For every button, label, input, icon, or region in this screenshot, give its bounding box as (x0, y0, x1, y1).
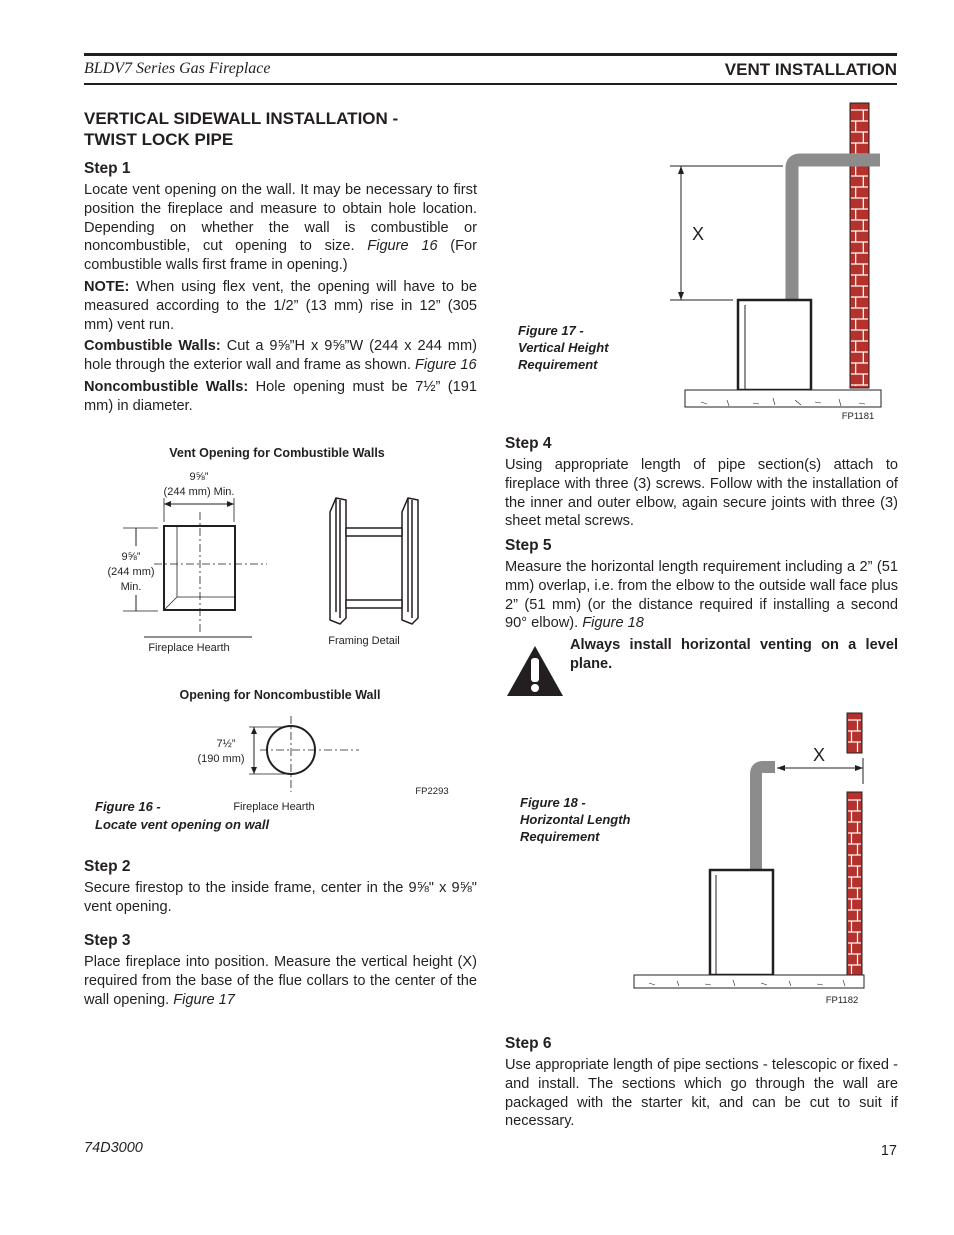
step5-paragraph (505, 558, 898, 633)
combustible-paragraph (84, 337, 477, 375)
figure18-diagram (505, 708, 897, 1013)
step3-paragraph (84, 953, 477, 1009)
fig16-code: FP2293 (415, 786, 449, 797)
step6-heading: Step 6 (505, 1035, 552, 1052)
step1-block (84, 159, 477, 416)
header-rule-top (84, 53, 897, 56)
step1-text-b: (For combustible walls first frame in opening.) (84, 238, 477, 274)
step5-fig-ref: Figure 18 (582, 615, 644, 632)
fig16-dim-round-2: (190 mm) (197, 753, 245, 765)
document-title: BLDV7 Series Gas Fireplace (84, 60, 271, 77)
fig17-x-label: X (692, 224, 705, 244)
fig18-arrow-left (777, 765, 785, 771)
fig16-hearth-label-2: Fireplace Hearth (233, 801, 315, 813)
fig16-dim-top-1: 9⅝” (189, 471, 209, 483)
fig16-framing-label: Framing Detail (328, 635, 400, 647)
doc-number: 74D3000 (84, 1140, 143, 1156)
fig16-round-arrow-up (251, 727, 257, 734)
section-heading-text: VERTICAL SIDEWALL INSTALLATION - TWIST LOCK PIPE (84, 109, 399, 149)
step1-text-a: Locate vent opening on the wall. It may be necessary to first position the fireplace and measure to obtain hole location. Depending on whether the wall is combustible or noncombustible, cut opening to size. (84, 182, 477, 255)
fig16-caption-2: Locate vent opening on wall (95, 817, 270, 832)
fig16-framing-detail (330, 498, 418, 624)
fig16-dim-side-3: Min. (120, 581, 142, 593)
noncombustible-paragraph (84, 378, 477, 416)
fig18-vent-pipe (756, 767, 775, 870)
fig16-title-noncombustible: Opening for Noncombustible Wall (179, 688, 381, 702)
fig18-caption-2: Horizontal Length (520, 812, 631, 827)
step3-heading: Step 3 (84, 932, 131, 949)
noncombustible-label: Noncombustible Walls: (84, 378, 249, 395)
fig17-code: FP1181 (841, 411, 875, 422)
fig17-fireplace (738, 300, 811, 390)
figure17-diagram (505, 100, 897, 425)
step4-text: Using appropriate length of pipe section(s) attach to fireplace with three (3) screws. Follow with the installation of the inner and outer elbow, again secure joints with three (3) sheet metal screws. (505, 457, 898, 530)
combustible-label: Combustible Walls: (84, 338, 221, 355)
fig16-arrow-right (227, 501, 234, 507)
step3-block (84, 931, 477, 1009)
fig18-caption-1: Figure 18 - (520, 795, 586, 810)
fig17-caption-1: Figure 17 - (518, 323, 584, 338)
step1-fig-ref: Figure 16 (367, 238, 438, 255)
fig16-hearth-label-1: Fireplace Hearth (148, 642, 230, 654)
step2-block (84, 857, 477, 917)
step2-heading: Step 2 (84, 858, 131, 875)
combustible-fig-ref: Figure 16 (414, 357, 477, 374)
step6-text: Use appropriate length of pipe sections - telescopic or fixed - and install. The sections which go through the wall are packaged with the starter kit, and can be cut to suit if necessary. (505, 1057, 898, 1130)
step3-fig-ref: Figure 17 (173, 991, 235, 1008)
fig18-code: FP1182 (825, 995, 859, 1006)
fig18-floor (634, 975, 864, 988)
step5-block (505, 536, 898, 633)
warning-text: Always install horizontal venting on a level plane. (570, 637, 898, 672)
step4-heading: Step 4 (505, 435, 552, 452)
fig18-fireplace (710, 870, 773, 975)
fig18-brick-wall-upper (847, 713, 862, 753)
fig18-brick-wall-lower (847, 792, 862, 975)
step6-block (505, 1034, 898, 1131)
step1-paragraph (84, 181, 477, 275)
fig16-dim-top-2: (244 mm) Min. (163, 486, 235, 498)
warning-icon (505, 644, 565, 698)
step5-heading: Step 5 (505, 537, 552, 554)
fig16-title-combustible: Vent Opening for Combustible Walls (169, 446, 385, 460)
note-text: When using flex vent, the opening will have to be measured according to the 1/2” (13 mm) rise in 12” (305 mm) vent run. (84, 278, 477, 333)
section-title: VENT INSTALLATION (724, 60, 897, 79)
fig17-arrow-down (678, 292, 684, 300)
page-number: 17 (880, 1143, 897, 1159)
fig17-arrow-up (678, 166, 684, 174)
fig16-dim-side-1: 9⅝” (121, 551, 141, 563)
step5-text: Measure the horizontal length requirement including a 2” (51 mm) overlap, i.e. from the elbow to the outside wall face plus 2” (51 mm) (or the distance required if installing a second 90° elbow). (505, 559, 898, 632)
warning-block (570, 636, 898, 674)
fig17-brick-wall (850, 103, 869, 388)
combustible-text: Cut a 9⅝”H x 9⅝”W (244 x 244 mm) hole through the exterior wall and frame as shown. (84, 338, 477, 374)
figure16-diagram (84, 440, 484, 840)
fig17-caption-3: Requirement (518, 357, 598, 372)
fig16-dim-side-2: (244 mm) (107, 566, 155, 578)
step3-text: Place fireplace into position. Measure the vertical height (X) required from the base of the flue collars to the center of the wall opening. (84, 954, 477, 1008)
fig18-x-label: X (813, 745, 826, 765)
note-paragraph (84, 278, 477, 334)
step4-block (505, 434, 898, 531)
fig18-caption-3: Requirement (520, 829, 600, 844)
fig16-dim-round-1: 7½” (216, 738, 236, 750)
fig18-arrow-right (855, 765, 863, 771)
fig16-opening (164, 526, 235, 610)
fig17-floor (685, 390, 881, 407)
step2-text: Secure firestop to the inside frame, center in the 9⅝" x 9⅝" vent opening. (84, 880, 477, 915)
fig16-caption-1: Figure 16 - (95, 799, 161, 814)
section-heading (84, 108, 477, 150)
noncombustible-text: Hole opening must be 7½” (191 mm) in diameter. (84, 378, 478, 414)
header-rule-bottom (84, 83, 897, 85)
fig16-round-arrow-down (251, 767, 257, 774)
fig16-arrow-left (164, 501, 171, 507)
note-label: NOTE: (84, 278, 130, 295)
step1-heading: Step 1 (84, 160, 131, 177)
fig17-caption-2: Vertical Height (518, 340, 609, 355)
